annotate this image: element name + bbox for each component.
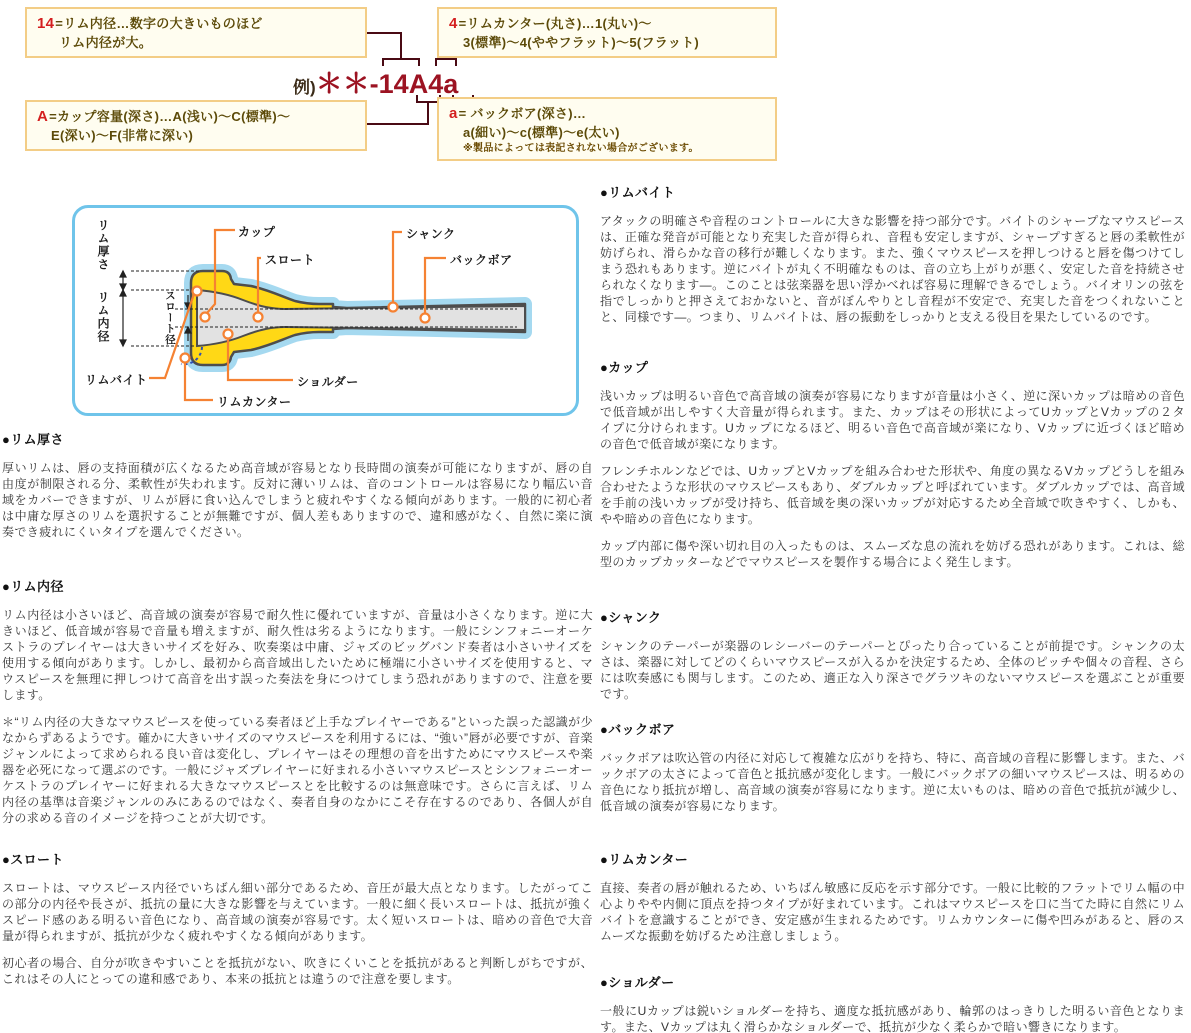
mouthpiece-diagram [72, 205, 579, 416]
legend-text: 3(標準)～4(ややフラット)～5(フラット) [463, 35, 700, 50]
legend-key: 4 [449, 15, 458, 32]
section-paragraph: 厚いリムは、唇の支持面積が広くなるため高音域が容易となり長時間の演奏が可能になりますが、唇の自由度が制限される分、柔軟性が失われます。反対に薄いリムは、音のコントロールは容易になり幅広い音域をカバーできますが、リムが唇に食い込んでしまうと疲れやすくなる傾向があります。一般的に初心者は中庸な厚さのリムを選択することが無難ですが、個人差もありますので、違和感がなく、自然に楽に演奏でき疲れにくいタイプを選んでください。 [2, 461, 593, 539]
shank-label: シャンク [406, 227, 456, 241]
legend-key: 14 [37, 15, 55, 32]
cup-label: カップ [238, 225, 276, 239]
legend-text: = バックボア(深さ)… [458, 106, 587, 121]
legend-text: E(深い)～F(非常に深い) [51, 128, 194, 143]
section-paragraph: 初心者の場合、自分が吹きやすいことを抵抗がない、吹きにくいことを抵抗があると判断しがちですが、これはその人にとっての違和感であり、本来の抵抗とは違うので注意を要します。 [2, 956, 593, 986]
section-paragraph: バックボアは吹込管の内径に対応して複雑な広がりを持ち、特に、高音域の音程に影響します。また、バックボアの太さによって音色と抵抗感が変化します。一般にバックボアの細いマウスピースは、明るめの音色になり抵抗が増し、高音域の演奏が容易になります。逆に太いものは、暗めの音色で抵抗が減少し、低音域の演奏が容易になります。 [600, 751, 1185, 813]
section-paragraph: ＊“リム内径の大きなマウスピースを使っている奏者ほど上手なプレイヤーである”といった誤った認識が少なからずあるようです。確かに大きいサイズのマウスピースを利用するには、“強い”唇が必要ですが、音楽ジャンルによって求められる良い音は変化し、プレイヤーはその理想の音を出すためにマウスピースや楽器を必死になって選ぶのです。一般にジャズプレイヤーに好まれる小さいマウスピースとシンフォニーオーケストラのプレイヤーに好まれる大きなマウスピースとを比較するのは無意味です。さらに言えば、リム内径の基準は音楽ジャンルのみにあるのではなく、奏者自身のなかにこそ存在するのであり、各個人が自分の求める音のイメージを持つことが大切です。 [2, 715, 593, 825]
section-paragraph: 直接、奏者の唇が触れるため、いちばん敏感に反応を示す部分です。一般に比較的フラットでリム幅の中心よりやや内側に頂点を持つタイプが好まれています。これはマウスピースを口に当てた時に自然にリムバイトを意識することができ、安定感が生まれるためです。リムカウンターに傷や凹みがあると、唇のスムーズな振動を妨げるため注意しましょう。 [600, 881, 1185, 943]
section-paragraph: カップ内部に傷や深い切れ目の入ったものは、スムーズな息の流れを妨げる恐れがあります。これは、総型のカップカッターなどでマウスピースを製作する場合によく発生します。 [600, 539, 1185, 569]
legend-line [449, 14, 765, 33]
rim-inner-diameter-label: リム内径 [96, 291, 110, 343]
section-paragraph: 一般にUカップは鋭いショルダーを持ち、適度な抵抗感があり、輪郭のはっきりした明るい音色となります。また、Vカップは丸く滑らかなショルダーで、抵抗が少なく柔らかで暗い響きになります。 [600, 1004, 1185, 1033]
section-heading: ●リムカンター [600, 852, 689, 867]
cup-marker [201, 313, 210, 322]
section-heading: ●シャンク [600, 610, 662, 625]
section-paragraph: アタックの明確さや音程のコントロールに大きな影響を持つ部分です。バイトのシャープなマウスピースは、正確な発音が可能となり充実した音が得られ、音程も安定しますが、シャープすぎると唇の柔軟性が妨げられ、滑らかな音の移行が難しくなります。また、強くマウスピースを押しつけると唇を傷つけてしまう恐れもあります。逆にバイトが丸く不明確なものは、音の立ち上がりが悪く、安定した音を持続させられなくなります―。このことは弦楽器を思い浮かべれば容易に理解できるでしょう。バイオリンの弦を指でしっかりと押さえておかないと、音がぼんやりとし音程が不安定で、充実した音をつくれないことと、同様です―。つまり、リムバイトは、唇の振動をしっかりと支える役目を果たしているのです。 [600, 214, 1185, 324]
legend-text: リム内径が大。 [59, 35, 153, 50]
section-rim-contour [600, 849, 1185, 955]
section-shoulder [600, 972, 1185, 1033]
formula-prefix: 例) [293, 78, 316, 97]
section-heading: ●スロート [2, 852, 64, 867]
section-heading: ●リムバイト [600, 185, 676, 200]
section-paragraph: リム内径は小さいほど、高音域の演奏が容易で耐久性に優れていますが、音量は小さくなります。逆に大きいほど、低音域が容易で音量も増えますが、耐久性は劣るようになります。一般にシンフォニーオーケストラのプレイヤーは大きいサイズを好み、吹奏楽は中庸、ジャズのビッグバンド奏者は小さいサイズを使用する傾向があります。しかし、最初から高音域出したいために極端に小さいサイズを使用すると、マウスピースを無理に押しつけて高音を出す誤った奏法を身につけてしまう恐れがありますので、注意を要します。 [2, 608, 593, 702]
legend-line [37, 14, 355, 33]
legend-text: =リムカンター(丸さ)…1(丸い)～ [458, 16, 652, 31]
section-heading: ●リム厚さ [2, 432, 64, 447]
section-throat [2, 849, 593, 998]
backbore-label: バックボア [450, 253, 513, 267]
rim-bite-marker [193, 287, 202, 296]
legend-box-rim-diameter [25, 7, 367, 58]
formula-code: ＊＊-14A4a [315, 69, 459, 99]
section-paragraph: シャンクのテーパーが楽器のレシーバーのテーパーとぴったり合っていることが前提です。シャンクの太さは、楽器に対してどのくらいマウスピースが入るかを決定するため、全体のピッチや個々の音程、さらには吹奏感にも関与します。このため、適正な入り深さでグラツキのないマウスピースを選ぶことが重要です。 [600, 639, 1185, 701]
legend-box-backbore [437, 97, 777, 161]
rim-bite-label: リムバイト [85, 373, 148, 387]
section-heading: ●バックボア [600, 722, 676, 737]
throat-marker [254, 313, 263, 322]
section-cup [600, 357, 1185, 581]
section-paragraph: スロートは、マウスピース内径でいちばん細い部分であるため、音圧が最大点となります。したがってこの部分の内径や長さが、抵抗の量に大きな影響を与えています。一般に細く長いスロートは、抵抗が強くスピード感のある明るい音色になり、高音域の演奏が容易です。太く短いスロートは、暗めの音色で大音量が得られますが、抵抗が少なく疲れやすくなる傾向があります。 [2, 881, 593, 943]
legend-text: a(細い)～c(標準)～e(太い) [463, 125, 620, 140]
shank-marker [389, 303, 398, 312]
legend-key: A [37, 108, 49, 125]
section-paragraph: フレンチホルンなどでは、UカップとVカップを組み合わせた形状や、角度の異なるVカップどうしを組み合わせたような形状のマウスピースもあり、ダブルカップと呼ばれています。ダブルカップでは、高音域を手前の浅いカップが受け持ち、低音域を奥の深いカップが対応するため全音域で吹きやすく、しかも、やや暗めの音色になります。 [600, 464, 1185, 526]
throat-label: スロート [265, 253, 316, 267]
legend-box-rim-contour [437, 7, 777, 58]
legend-line [37, 107, 355, 126]
section-heading: ●ショルダー [600, 975, 675, 990]
shoulder-marker [224, 330, 233, 339]
legend-text: =リム内径…数字の大きいものほど [55, 16, 263, 31]
backbore-marker [421, 314, 430, 323]
section-shank [600, 607, 1185, 713]
section-rim-thickness [2, 429, 593, 551]
section-paragraph: 浅いカップは明るい音色で高音域の演奏が容易になりますが音量は小さく、逆に深いカップは暗めの音色で低音域が出しやすく大音量が得られます。また、カップはその形状によってUカップとVカップの２タイプに分けられます。Uカップになるほど、明るい音色で高音域が楽になり、Vカップに近づくほど暗めの音色で低音域が楽になります。 [600, 389, 1185, 451]
section-rim-bite [600, 182, 1185, 336]
section-heading: ●リム内径 [2, 579, 64, 594]
shoulder-label: ショルダー [297, 375, 359, 389]
rim-contour-label: リムカンター [217, 395, 292, 409]
legend-text: =カップ容量(深さ)…A(浅い)～C(標準)～ [49, 109, 291, 124]
section-backbore [600, 719, 1185, 825]
model-number-example [293, 62, 458, 101]
legend-key: a [449, 105, 458, 122]
section-heading: ●カップ [600, 360, 649, 375]
legend-note: ※製品によっては表記されない場合がございます。 [463, 143, 699, 154]
section-rim-inner-diameter [2, 576, 593, 837]
rim-thickness-label: リム厚さ [96, 219, 110, 271]
legend-box-cup-volume [25, 100, 367, 151]
legend-line [449, 104, 765, 123]
rim-contour-marker [181, 354, 190, 363]
throat-diameter-label: スロート径 [164, 290, 176, 345]
